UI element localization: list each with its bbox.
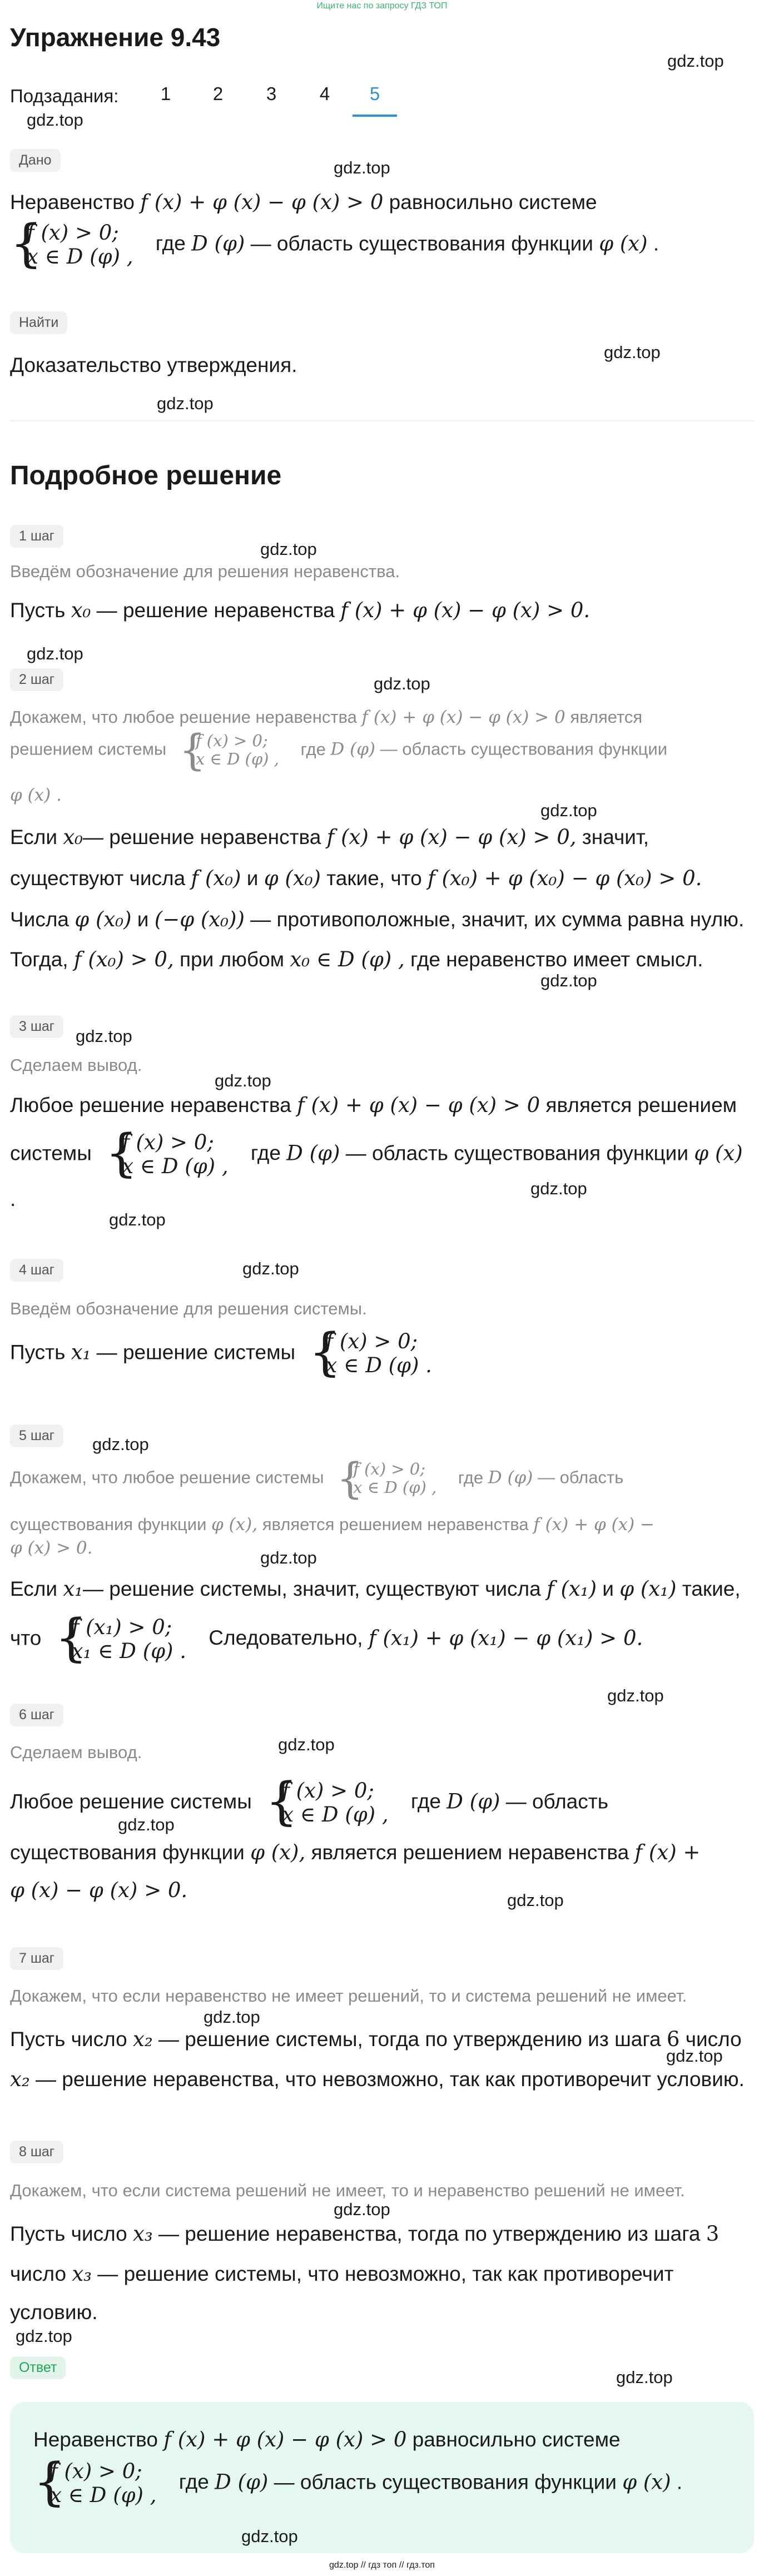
step-7-pill: 7 шаг	[10, 1947, 63, 1970]
watermark: gdz.top	[76, 1026, 132, 1046]
watermark: gdz.top	[27, 644, 83, 663]
step-5-hint-3: φ (x) > 0.	[10, 1538, 93, 1558]
step-4-hint: Введём обозначение для решения системы.	[10, 1299, 367, 1318]
step-2-hint-3: φ (x) .	[10, 785, 62, 805]
step-8-pill: 8 шаг	[10, 2141, 63, 2163]
watermark: gdz.top	[260, 539, 317, 559]
step-4-line: Пусть x₁ — решение системы { f (x) > 0; x ∈ D (φ) .	[10, 1322, 432, 1382]
given-system: { f (x) > 0; x ∈ D (φ) ,	[10, 214, 133, 273]
step-4-pill: 4 шаг	[10, 1259, 63, 1282]
answer-line-1: Неравенство f (x) + φ (x) − φ (x) > 0 равносильно системе	[33, 2428, 621, 2451]
step-2-line-2: существуют числа f (x₀) и φ (x₀) такие, что f (x₀) + φ (x₀) − φ (x₀) > 0.	[10, 866, 702, 890]
watermark: gdz.top	[334, 158, 390, 177]
step-2-line-3: Числа φ (x₀) и (−φ (x₀)) — противоположные, значит, их сумма равна нулю.	[10, 907, 745, 931]
step-8-hint: Докажем, что если система решений не имеет, то и неравенство решений не имеет.	[10, 2181, 685, 2200]
watermark: gdz.top	[374, 674, 430, 693]
watermark: gdz.top	[241, 2527, 298, 2546]
footer: gdz.top // гдз топ // гдз.топ	[329, 2560, 435, 2570]
step-3-line-2: системы { f (x) > 0; x ∈ D (φ) , где D (φ) — область существования функции φ (x)	[10, 1123, 743, 1183]
step-2-line-4: Тогда, f (x₀) > 0, при любом x₀ ∈ D (φ) , где неравенство имеет смысл.	[10, 947, 703, 971]
step-2-pill: 2 шаг	[10, 668, 63, 691]
search-banner[interactable]: Ищите нас по запросу ГДЗ ТОП	[316, 1, 448, 11]
step-6-hint: Сделаем вывод.	[10, 1743, 142, 1762]
step-6-line-1: Любое решение системы { f (x) > 0; x ∈ D (φ) , где D (φ) — область	[10, 1771, 608, 1831]
tab-subtask-1[interactable]: 1	[160, 83, 171, 104]
page-title: Упражнение 9.43	[10, 23, 221, 52]
watermark: gdz.top	[607, 1686, 664, 1705]
step-7-hint: Докажем, что если неравенство не имеет решений, то и система решений не имеет.	[10, 1986, 687, 2006]
given-system-line: { f (x) > 0; x ∈ D (φ) , где D (φ) — область существования функции φ (x) .	[10, 214, 659, 273]
step-1-line: Пусть x₀ — решение неравенства f (x) + φ (x) − φ (x) > 0.	[10, 598, 591, 622]
step-5-pill: 5 шаг	[10, 1425, 63, 1447]
find-text: Доказательство утверждения.	[10, 354, 297, 376]
step-8-line-2: число x₃ — решение системы, что невозможно, так как противоречит	[10, 2262, 674, 2286]
watermark: gdz.top	[530, 1179, 587, 1198]
step-8-line-1: Пусть число x₃ — решение неравенства, тогда по утверждению из шага 3	[10, 2222, 720, 2246]
subtasks-label: Подзадания:	[10, 86, 119, 106]
tab-subtask-3[interactable]: 3	[266, 83, 277, 104]
step-1-pill: 1 шаг	[10, 525, 63, 548]
watermark: gdz.top	[242, 1259, 299, 1278]
answer-pill: Ответ	[10, 2356, 66, 2379]
watermark: gdz.top	[27, 110, 83, 130]
watermark: gdz.top	[667, 51, 724, 71]
watermark: gdz.top	[507, 1890, 564, 1910]
watermark: gdz.top	[666, 2046, 723, 2066]
tab-subtask-4[interactable]: 4	[319, 83, 330, 104]
step-2-hint-2: решением системы { f (x) > 0; x ∈ D (φ) , где D (φ) — область существования функции	[10, 725, 668, 775]
step-3-line-3: .	[10, 1188, 16, 1210]
watermark: gdz.top	[334, 2200, 390, 2219]
step-5-hint-2: существования функции φ (x), является решением неравенства f (x) + φ (x) −	[10, 1515, 655, 1535]
watermark: gdz.top	[540, 971, 597, 990]
watermark: gdz.top	[92, 1435, 149, 1454]
step-7-line-2: x₂ — решение неравенства, что невозможно, так как противоречит условию.	[10, 2067, 745, 2091]
watermark: gdz.top	[16, 2326, 72, 2346]
solution-title: Подробное решение	[10, 461, 282, 490]
step-2-line-1: Если x₀— решение неравенства f (x) + φ (x) − φ (x) > 0, значит,	[10, 825, 649, 849]
find-pill: Найти	[10, 311, 67, 334]
step-3-pill: 3 шаг	[10, 1015, 63, 1038]
answer-line-2: { f (x) > 0; x ∈ D (φ) , где D (φ) — область существования функции φ (x) .	[33, 2452, 683, 2512]
watermark: gdz.top	[109, 1210, 166, 1229]
watermark: gdz.top	[604, 343, 661, 362]
step-5-hint-1: Докажем, что любое решение системы { f (x) > 0; x ∈ D (φ) , где D (φ) — область	[10, 1453, 624, 1503]
given-line-1: Неравенство f (x) + φ (x) − φ (x) > 0 равносильно системе	[10, 190, 597, 214]
watermark: gdz.top	[118, 1815, 175, 1834]
step-3-line-1: Любое решение неравенства f (x) + φ (x) − φ (x) > 0 является решением	[10, 1093, 737, 1117]
tab-subtask-2[interactable]: 2	[212, 83, 224, 104]
watermark: gdz.top	[260, 1548, 317, 1567]
given-pill: Дано	[10, 149, 61, 172]
step-5-line-2: что { f (x₁) > 0; x₁ ∈ D (φ) . Следовательно, f (x₁) + φ (x₁) − φ (x₁) > 0.	[10, 1608, 643, 1667]
watermark: gdz.top	[157, 394, 214, 413]
watermark: gdz.top	[616, 2367, 673, 2387]
watermark: gdz.top	[540, 801, 597, 820]
divider	[10, 420, 754, 421]
watermark: gdz.top	[278, 1735, 335, 1754]
step-8-line-3: условию.	[10, 2301, 98, 2324]
step-5-line-1: Если x₁— решение системы, значит, существуют числа f (x₁) и φ (x₁) такие,	[10, 1577, 741, 1601]
step-6-line-2: существования функции φ (x), является решением неравенства f (x) +	[10, 1840, 701, 1864]
tab-subtask-5[interactable]: 5	[369, 83, 380, 104]
step-6-line-3: φ (x) − φ (x) > 0.	[10, 1878, 188, 1902]
watermark: gdz.top	[215, 1071, 271, 1090]
step-2-hint-1: Докажем, что любое решение неравенства f (x) + φ (x) − φ (x) > 0 является	[10, 707, 643, 727]
step-3-hint: Сделаем вывод.	[10, 1055, 142, 1075]
step-1-hint: Введём обозначение для решения неравенства.	[10, 562, 400, 581]
active-tab-underline	[353, 115, 397, 117]
step-7-line-1: Пусть число x₂ — решение системы, тогда по утверждению из шага 6 число	[10, 2027, 742, 2051]
step-6-pill: 6 шаг	[10, 1704, 63, 1726]
watermark: gdz.top	[204, 2007, 260, 2027]
